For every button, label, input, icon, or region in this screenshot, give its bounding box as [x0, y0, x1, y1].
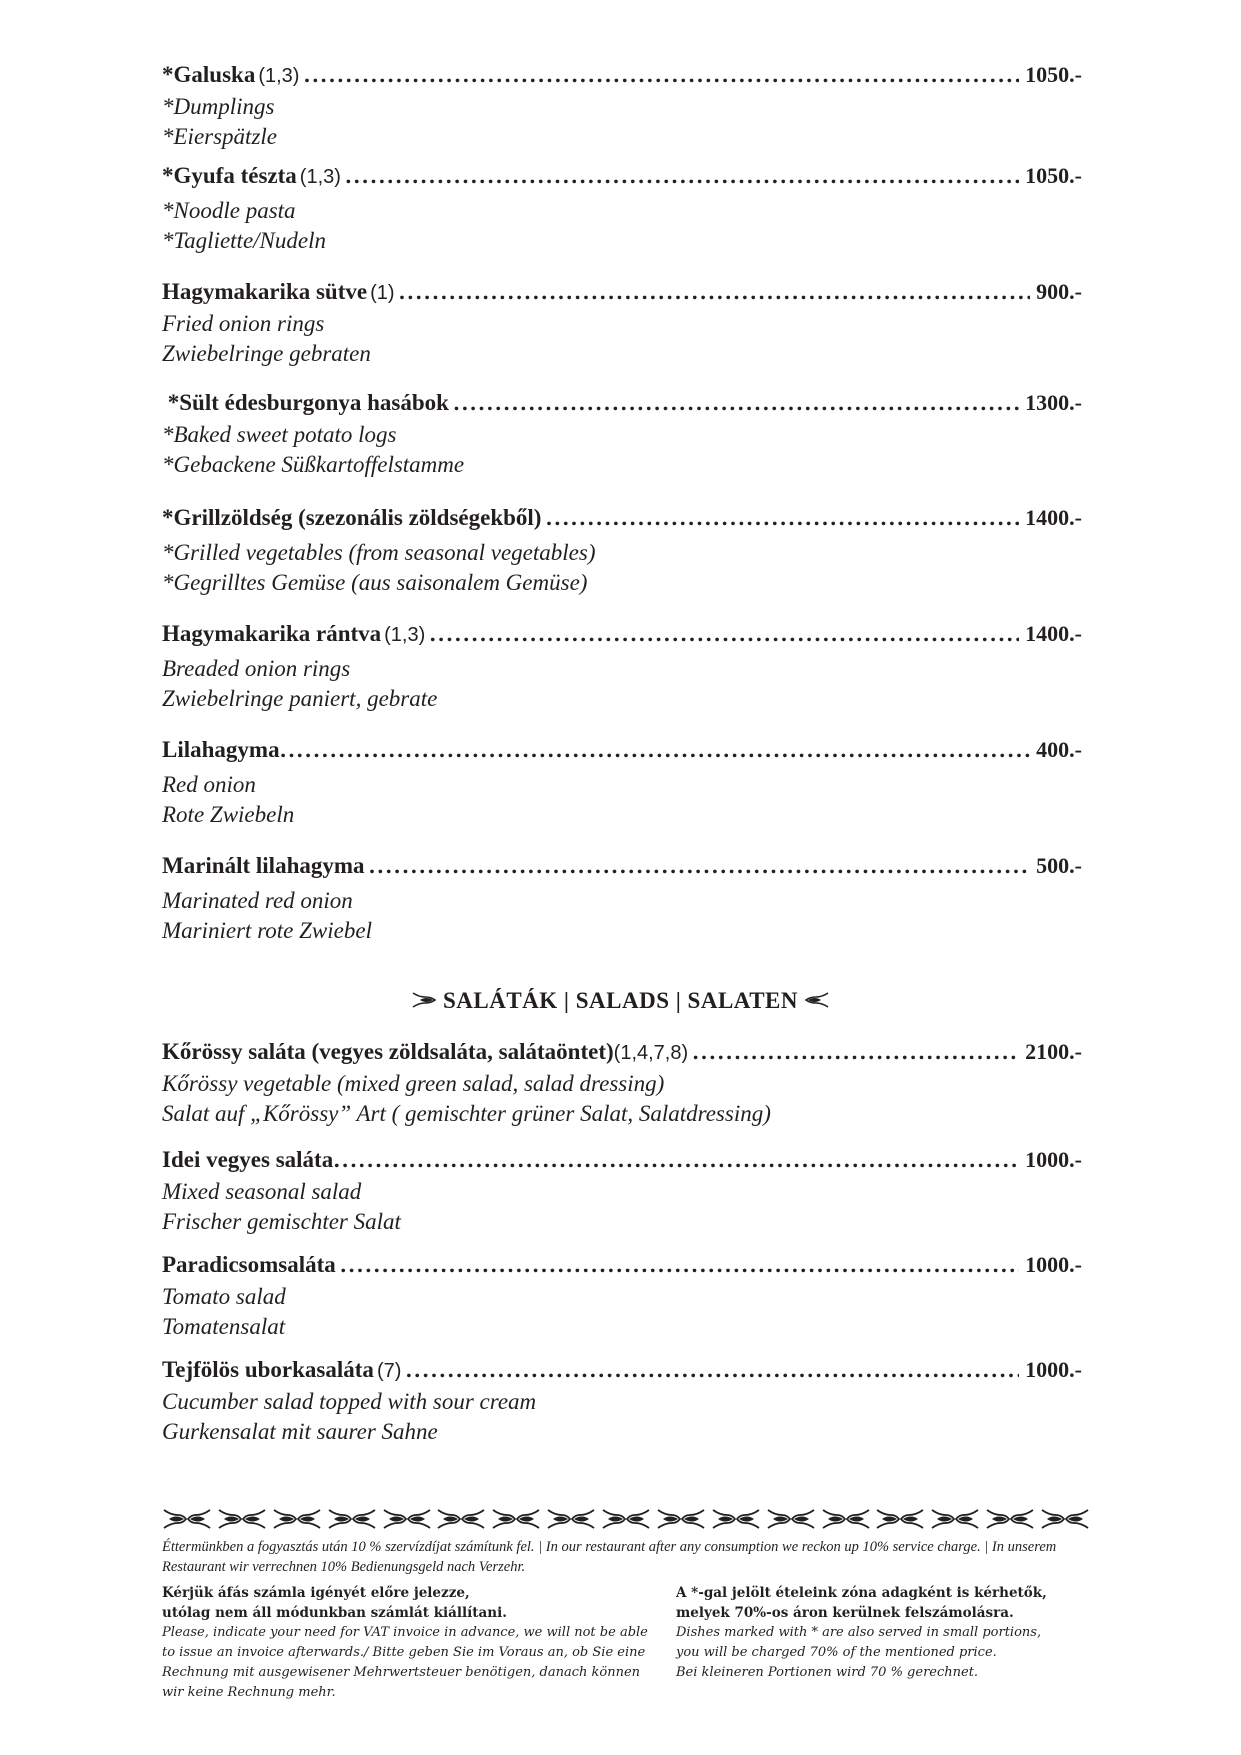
item-price: 1050.- [1025, 163, 1082, 188]
item-english: Fried onion rings [162, 311, 325, 336]
vat-note-foreign: Please, indicate your need for VAT invoice in advance, we will not be able to issue an invoice afterwards./ Bitte geben Sie im Voraus an, ob Sie eine Rechnung mit ausgewisener Mehrwertsteuer benötigen, danach können wir keine Rechnung mehr. [162, 1625, 648, 1700]
fleuron-left-icon [804, 990, 830, 1016]
item-allergens: (1,3) [384, 624, 426, 646]
menu-item [162, 1357, 1082, 1447]
fleuron-pair-icon [1040, 1507, 1090, 1533]
item-name: *Galuska [162, 62, 256, 87]
item-name: Kőrössy saláta (vegyes zöldsaláta, salátaöntet) [162, 1039, 614, 1064]
menu-item [162, 1147, 1082, 1237]
menu-item [162, 1039, 1082, 1129]
item-name: Lilahagyma [162, 737, 280, 762]
item-name: *Gyufa tészta [162, 163, 297, 188]
fleuron-pair-icon [491, 1507, 541, 1533]
fleuron-pair-icon [821, 1507, 871, 1533]
fleuron-pair-icon [217, 1507, 267, 1533]
item-english: Marinated red onion [162, 888, 353, 913]
item-name: Marinált lilahagyma [162, 853, 365, 878]
item-price: 500.- [1036, 853, 1082, 878]
dot-leader [692, 1040, 1019, 1064]
item-english: Kőrössy vegetable (mixed green salad, salad dressing) [162, 1071, 665, 1096]
item-english: Mixed seasonal salad [162, 1179, 362, 1204]
item-name: Hagymakarika rántva [162, 621, 382, 646]
item-german: *Gebackene Süßkartoffelstamme [162, 452, 465, 477]
fleuron-right-icon [411, 990, 437, 1016]
item-german: Rote Zwiebeln [162, 802, 295, 827]
item-german: Zwiebelringe gebraten [162, 341, 371, 366]
dot-leader [453, 391, 1019, 415]
item-english: *Grilled vegetables (from seasonal vegetables) [162, 540, 596, 565]
item-price: 1000.- [1025, 1252, 1082, 1277]
portions-note-hu-line2: melyek 70%-os áron kerülnek felszámolásra. [676, 1605, 1014, 1621]
item-english: Breaded onion rings [162, 656, 351, 681]
fleuron-pair-icon [436, 1507, 486, 1533]
portions-note-hu-line1: A *-gal jelölt ételeink zóna adagként is kérhetők, [676, 1585, 1047, 1601]
item-name: Hagymakarika sütve [162, 279, 368, 304]
item-german: Tomatensalat [162, 1314, 286, 1339]
item-allergens: (1,3) [258, 65, 300, 87]
item-price: 1000.- [1025, 1147, 1082, 1172]
fleuron-pair-icon [162, 1507, 212, 1533]
menu-item [162, 62, 1082, 152]
section-heading-salads [0, 988, 1241, 1016]
item-german: *Eierspätzle [162, 124, 277, 149]
fleuron-pair-icon [382, 1507, 432, 1533]
fleuron-pair-icon [272, 1507, 322, 1533]
item-name: Tejfölös uborkasaláta [162, 1357, 374, 1382]
dot-leader [340, 1253, 1019, 1277]
fleuron-pair-icon [930, 1507, 980, 1533]
item-english: Cucumber salad topped with sour cream [162, 1389, 537, 1414]
dot-leader [405, 1358, 1019, 1382]
menu-item [162, 1252, 1082, 1342]
item-name: Idei vegyes saláta [162, 1147, 334, 1172]
item-allergens: (1,3) [299, 166, 341, 188]
fleuron-pair-icon [711, 1507, 761, 1533]
item-german: Mariniert rote Zwiebel [162, 918, 372, 943]
item-name: *Grillzöldség (szezonális zöldségekből) [162, 505, 542, 530]
menu-item [162, 390, 1082, 480]
vat-note-hu-line2: utólag nem áll módunkban számlát kiállítani. [162, 1605, 507, 1621]
menu-item [162, 279, 1082, 369]
item-german: Salat auf „Kőrössy” Art ( gemischter grüner Salat, Salatdressing) [162, 1101, 771, 1126]
menu-item [162, 163, 1082, 256]
item-german: Gurkensalat mit saurer Sahne [162, 1419, 438, 1444]
dot-leader [369, 854, 1031, 878]
dot-leader [545, 506, 1019, 530]
item-german: *Tagliette/Nudeln [162, 228, 326, 253]
item-english: Red onion [162, 772, 256, 797]
service-charge-note: Éttermünkben a fogyasztás után 10 % szervízdíjat számítunk fel. | In our restaurant after any consumption we reckon up 10% service charge. | In unserem Restaurant wir verrechnen 10% Bedienungsgeld nach Verzehr. [162, 1539, 1057, 1575]
item-price: 1400.- [1025, 621, 1082, 646]
portions-note-de-line: Bei kleineren Portionen wird 70 % gerechnet. [676, 1665, 979, 1680]
fleuron-pair-icon [875, 1507, 925, 1533]
fleuron-pair-icon [327, 1507, 377, 1533]
item-name: *Sült édesburgonya hasábok [162, 390, 449, 415]
item-price: 1050.- [1025, 62, 1082, 87]
dot-leader [399, 280, 1031, 304]
dot-leader [345, 164, 1019, 188]
ornament-divider [162, 1507, 1090, 1533]
menu-item [162, 621, 1082, 714]
fleuron-pair-icon [601, 1507, 651, 1533]
portions-note-en-line1: Dishes marked with * are also served in small portions, [676, 1625, 1042, 1640]
menu-item [162, 737, 1082, 830]
item-english: *Noodle pasta [162, 198, 296, 223]
item-name: Paradicsomsaláta [162, 1252, 336, 1277]
dot-leader [429, 622, 1019, 646]
fleuron-pair-icon [546, 1507, 596, 1533]
item-english: Tomato salad [162, 1284, 286, 1309]
item-allergens: (7) [376, 1360, 402, 1382]
item-price: 1300.- [1025, 390, 1082, 415]
fleuron-pair-icon [766, 1507, 816, 1533]
item-english: *Baked sweet potato logs [162, 422, 397, 447]
item-price: 1400.- [1025, 505, 1082, 530]
item-german: *Gegrilltes Gemüse (aus saisonalem Gemüse) [162, 570, 588, 595]
item-price: 2100.- [1025, 1039, 1082, 1064]
small-portions-note [676, 1583, 1096, 1683]
item-price: 1000.- [1025, 1357, 1082, 1382]
section-title-text: SALÁTÁK | SALADS | SALATEN [442, 988, 798, 1013]
dot-leader [333, 1148, 1019, 1172]
item-price: 400.- [1036, 737, 1082, 762]
item-german: Zwiebelringe paniert, gebrate [162, 686, 438, 711]
portions-note-en-line2: you will be charged 70% of the mentioned price. [676, 1645, 997, 1660]
item-allergens: (1,4,7,8) [613, 1042, 689, 1064]
item-english: *Dumplings [162, 94, 275, 119]
item-price: 900.- [1036, 279, 1082, 304]
vat-invoice-note [162, 1583, 652, 1703]
fleuron-pair-icon [656, 1507, 706, 1533]
dot-leader [280, 738, 1031, 762]
fleuron-pair-icon [985, 1507, 1035, 1533]
menu-item [162, 505, 1082, 598]
item-german: Frischer gemischter Salat [162, 1209, 401, 1234]
vat-note-hu-line1: Kérjük áfás számla igényét előre jelezze, [162, 1585, 470, 1601]
item-allergens: (1) [370, 282, 395, 304]
dot-leader [303, 63, 1019, 87]
menu-item [162, 853, 1082, 946]
